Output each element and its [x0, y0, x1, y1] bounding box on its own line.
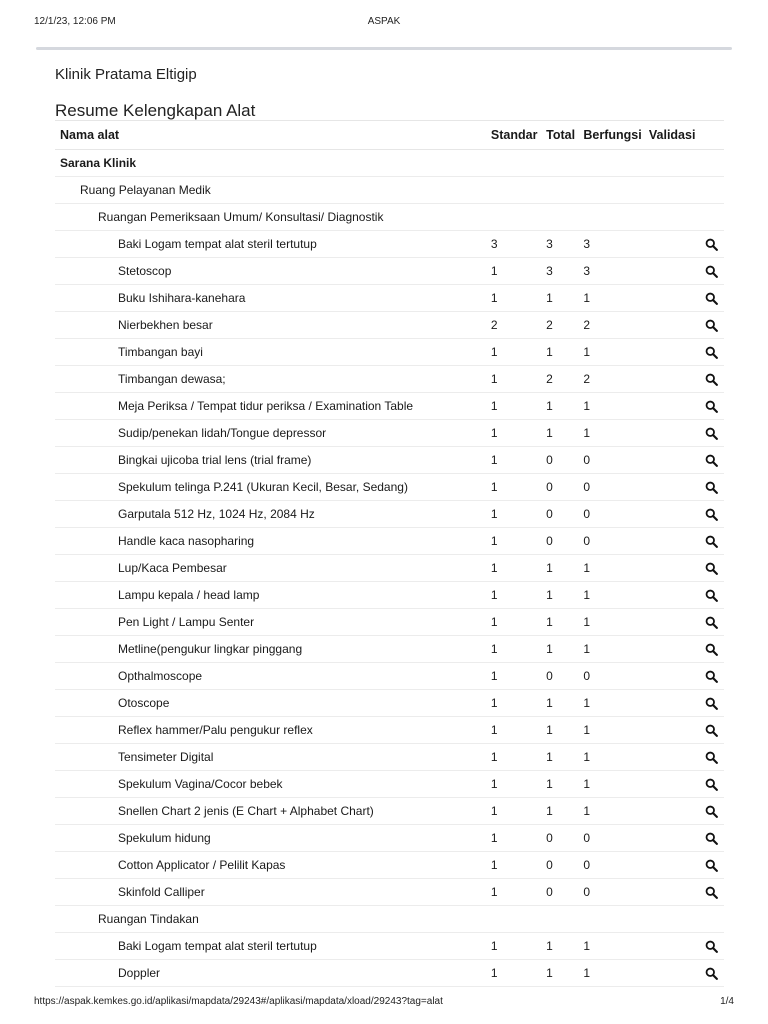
total-value: 0 [546, 825, 583, 852]
group-label: Ruangan Pemeriksaan Umum/ Konsultasi/ Diagnostik [55, 204, 724, 231]
equipment-name: Skinfold Calliper [55, 879, 491, 906]
table-row [55, 258, 724, 285]
validasi-cell [649, 663, 724, 690]
group-row [55, 906, 724, 933]
equipment-name: Stetoscop [55, 258, 491, 285]
table-row [55, 933, 724, 960]
search-icon[interactable] [705, 319, 718, 332]
table-row [55, 771, 724, 798]
search-icon[interactable] [705, 697, 718, 710]
total-value: 3 [546, 231, 583, 258]
search-icon[interactable] [705, 346, 718, 359]
table-row [55, 960, 724, 987]
search-icon[interactable] [705, 670, 718, 683]
total-value: 0 [546, 663, 583, 690]
group-label: Ruang Pelayanan Medik [55, 177, 724, 204]
total-value: 1 [546, 933, 583, 960]
standar-value: 3 [491, 231, 546, 258]
berfungsi-value: 0 [583, 474, 649, 501]
search-icon[interactable] [705, 508, 718, 521]
berfungsi-value: 1 [583, 582, 649, 609]
group-row [55, 204, 724, 231]
table-row [55, 393, 724, 420]
validasi-cell [649, 312, 724, 339]
equipment-name: Handle kaca nasopharing [55, 528, 491, 555]
berfungsi-value: 2 [583, 366, 649, 393]
print-datetime: 12/1/23, 12:06 PM [34, 16, 116, 27]
validasi-cell [649, 933, 724, 960]
equipment-name: Nierbekhen besar [55, 312, 491, 339]
total-value: 1 [546, 690, 583, 717]
column-header-berfungsi: Berfungsi [583, 121, 649, 150]
standar-value: 1 [491, 528, 546, 555]
search-icon[interactable] [705, 616, 718, 629]
standar-value: 1 [491, 609, 546, 636]
equipment-name: Spekulum Vagina/Cocor bebek [55, 771, 491, 798]
validasi-cell [649, 609, 724, 636]
validasi-cell [649, 420, 724, 447]
table-row [55, 501, 724, 528]
table-row [55, 690, 724, 717]
total-value: 0 [546, 879, 583, 906]
validasi-cell [649, 339, 724, 366]
equipment-name: Opthalmoscope [55, 663, 491, 690]
standar-value: 1 [491, 447, 546, 474]
table-row [55, 798, 724, 825]
total-value: 1 [546, 420, 583, 447]
total-value: 1 [546, 744, 583, 771]
total-value: 1 [546, 582, 583, 609]
total-value: 1 [546, 798, 583, 825]
standar-value: 1 [491, 339, 546, 366]
total-value: 1 [546, 555, 583, 582]
berfungsi-value: 1 [583, 555, 649, 582]
berfungsi-value: 1 [583, 798, 649, 825]
search-icon[interactable] [705, 778, 718, 791]
standar-value: 1 [491, 933, 546, 960]
validasi-cell [649, 582, 724, 609]
total-value: 0 [546, 852, 583, 879]
equipment-name: Meja Periksa / Tempat tidur periksa / Examination Table [55, 393, 491, 420]
table-row [55, 420, 724, 447]
search-icon[interactable] [705, 940, 718, 953]
berfungsi-value: 1 [583, 636, 649, 663]
search-icon[interactable] [705, 265, 718, 278]
standar-value: 1 [491, 960, 546, 987]
standar-value: 1 [491, 879, 546, 906]
berfungsi-value: 0 [583, 825, 649, 852]
search-icon[interactable] [705, 238, 718, 251]
equipment-name: Lup/Kaca Pembesar [55, 555, 491, 582]
validasi-cell [649, 474, 724, 501]
table-row [55, 339, 724, 366]
validasi-cell [649, 717, 724, 744]
equipment-name: Bingkai ujicoba trial lens (trial frame) [55, 447, 491, 474]
search-icon[interactable] [705, 724, 718, 737]
standar-value: 1 [491, 771, 546, 798]
total-value: 1 [546, 339, 583, 366]
berfungsi-value: 0 [583, 528, 649, 555]
search-icon[interactable] [705, 832, 718, 845]
equipment-name: Tensimeter Digital [55, 744, 491, 771]
table-row [55, 825, 724, 852]
table-row [55, 231, 724, 258]
table-row [55, 528, 724, 555]
group-row [55, 150, 724, 177]
standar-value: 1 [491, 393, 546, 420]
print-page-number: 1/4 [720, 996, 734, 1007]
header-divider [36, 47, 732, 50]
berfungsi-value: 1 [583, 771, 649, 798]
equipment-name: Otoscope [55, 690, 491, 717]
validasi-cell [649, 258, 724, 285]
search-icon[interactable] [705, 751, 718, 764]
table-header-row [55, 121, 724, 150]
standar-value: 1 [491, 798, 546, 825]
berfungsi-value: 3 [583, 231, 649, 258]
search-icon[interactable] [705, 454, 718, 467]
search-icon[interactable] [705, 292, 718, 305]
total-value: 1 [546, 771, 583, 798]
print-page-title: ASPAK [367, 16, 401, 27]
standar-value: 1 [491, 555, 546, 582]
search-icon[interactable] [705, 562, 718, 575]
column-header-validasi: Validasi [649, 121, 724, 150]
validasi-cell [649, 447, 724, 474]
equipment-name: Buku Ishihara-kanehara [55, 285, 491, 312]
table-row [55, 582, 724, 609]
standar-value: 1 [491, 663, 546, 690]
standar-value: 1 [491, 825, 546, 852]
table-row [55, 636, 724, 663]
standar-value: 1 [491, 717, 546, 744]
standar-value: 1 [491, 582, 546, 609]
validasi-cell [649, 960, 724, 987]
group-row [55, 177, 724, 204]
standar-value: 1 [491, 636, 546, 663]
page-title: Resume Kelengkapan Alat [55, 101, 256, 120]
equipment-name: Reflex hammer/Palu pengukur reflex [55, 717, 491, 744]
table-row [55, 852, 724, 879]
berfungsi-value: 1 [583, 285, 649, 312]
standar-value: 1 [491, 366, 546, 393]
standar-value: 1 [491, 285, 546, 312]
search-icon[interactable] [705, 373, 718, 386]
clinic-name: Klinik Pratama Eltigip [55, 66, 197, 83]
search-icon[interactable] [705, 805, 718, 818]
validasi-cell [649, 771, 724, 798]
table-row [55, 744, 724, 771]
column-header-nama-alat: Nama alat [55, 121, 491, 150]
total-value: 0 [546, 447, 583, 474]
table-row [55, 312, 724, 339]
search-icon[interactable] [705, 400, 718, 413]
standar-value: 1 [491, 420, 546, 447]
total-value: 0 [546, 528, 583, 555]
table-row [55, 717, 724, 744]
group-label: Sarana Klinik [55, 150, 724, 177]
validasi-cell [649, 501, 724, 528]
validasi-cell [649, 798, 724, 825]
standar-value: 1 [491, 690, 546, 717]
search-icon[interactable] [705, 481, 718, 494]
search-icon[interactable] [705, 967, 718, 980]
table-row [55, 555, 724, 582]
berfungsi-value: 0 [583, 663, 649, 690]
berfungsi-value: 1 [583, 609, 649, 636]
search-icon[interactable] [705, 427, 718, 440]
equipment-name: Spekulum telinga P.241 (Ukuran Kecil, Besar, Sedang) [55, 474, 491, 501]
equipment-name: Doppler [55, 960, 491, 987]
berfungsi-value: 1 [583, 933, 649, 960]
total-value: 0 [546, 501, 583, 528]
table-row [55, 285, 724, 312]
equipment-name: Snellen Chart 2 jenis (E Chart + Alphabet Chart) [55, 798, 491, 825]
equipment-name: Timbangan dewasa; [55, 366, 491, 393]
standar-value: 1 [491, 474, 546, 501]
equipment-name: Garputala 512 Hz, 1024 Hz, 2084 Hz [55, 501, 491, 528]
validasi-cell [649, 690, 724, 717]
equipment-name: Baki Logam tempat alat steril tertutup [55, 231, 491, 258]
standar-value: 2 [491, 312, 546, 339]
berfungsi-value: 1 [583, 744, 649, 771]
validasi-cell [649, 285, 724, 312]
validasi-cell [649, 852, 724, 879]
search-icon[interactable] [705, 859, 718, 872]
table-row [55, 609, 724, 636]
equipment-name: Pen Light / Lampu Senter [55, 609, 491, 636]
equipment-name: Cotton Applicator / Pelilit Kapas [55, 852, 491, 879]
total-value: 3 [546, 258, 583, 285]
validasi-cell [649, 555, 724, 582]
validasi-cell [649, 825, 724, 852]
validasi-cell [649, 879, 724, 906]
column-header-total: Total [546, 121, 583, 150]
equipment-table [55, 120, 724, 987]
berfungsi-value: 0 [583, 879, 649, 906]
search-icon[interactable] [705, 589, 718, 602]
print-header [34, 16, 734, 30]
total-value: 2 [546, 312, 583, 339]
total-value: 1 [546, 717, 583, 744]
table-row [55, 447, 724, 474]
total-value: 1 [546, 609, 583, 636]
berfungsi-value: 3 [583, 258, 649, 285]
search-icon[interactable] [705, 535, 718, 548]
total-value: 1 [546, 285, 583, 312]
berfungsi-value: 1 [583, 393, 649, 420]
validasi-cell [649, 366, 724, 393]
search-icon[interactable] [705, 643, 718, 656]
group-label: Ruangan Tindakan [55, 906, 724, 933]
total-value: 1 [546, 393, 583, 420]
berfungsi-value: 1 [583, 717, 649, 744]
print-footer [34, 996, 734, 1010]
equipment-name: Spekulum hidung [55, 825, 491, 852]
berfungsi-value: 2 [583, 312, 649, 339]
validasi-cell [649, 231, 724, 258]
berfungsi-value: 0 [583, 447, 649, 474]
table-row [55, 474, 724, 501]
berfungsi-value: 0 [583, 501, 649, 528]
table-row [55, 879, 724, 906]
total-value: 1 [546, 636, 583, 663]
berfungsi-value: 1 [583, 690, 649, 717]
validasi-cell [649, 744, 724, 771]
total-value: 0 [546, 474, 583, 501]
equipment-name: Sudip/penekan lidah/Tongue depressor [55, 420, 491, 447]
berfungsi-value: 1 [583, 960, 649, 987]
validasi-cell [649, 393, 724, 420]
berfungsi-value: 1 [583, 420, 649, 447]
berfungsi-value: 0 [583, 852, 649, 879]
print-url: https://aspak.kemkes.go.id/aplikasi/mapdata/29243#/aplikasi/mapdata/xload/29243?tag=alat [34, 996, 443, 1007]
validasi-cell [649, 636, 724, 663]
total-value: 1 [546, 960, 583, 987]
berfungsi-value: 1 [583, 339, 649, 366]
table-row [55, 366, 724, 393]
standar-value: 1 [491, 852, 546, 879]
standar-value: 1 [491, 501, 546, 528]
total-value: 2 [546, 366, 583, 393]
equipment-name: Baki Logam tempat alat steril tertutup [55, 933, 491, 960]
equipment-name: Timbangan bayi [55, 339, 491, 366]
column-header-standar: Standar [491, 121, 546, 150]
standar-value: 1 [491, 744, 546, 771]
equipment-name: Metline(pengukur lingkar pinggang [55, 636, 491, 663]
equipment-name: Lampu kepala / head lamp [55, 582, 491, 609]
search-icon[interactable] [705, 886, 718, 899]
validasi-cell [649, 528, 724, 555]
table-row [55, 663, 724, 690]
standar-value: 1 [491, 258, 546, 285]
table-body [55, 150, 724, 987]
